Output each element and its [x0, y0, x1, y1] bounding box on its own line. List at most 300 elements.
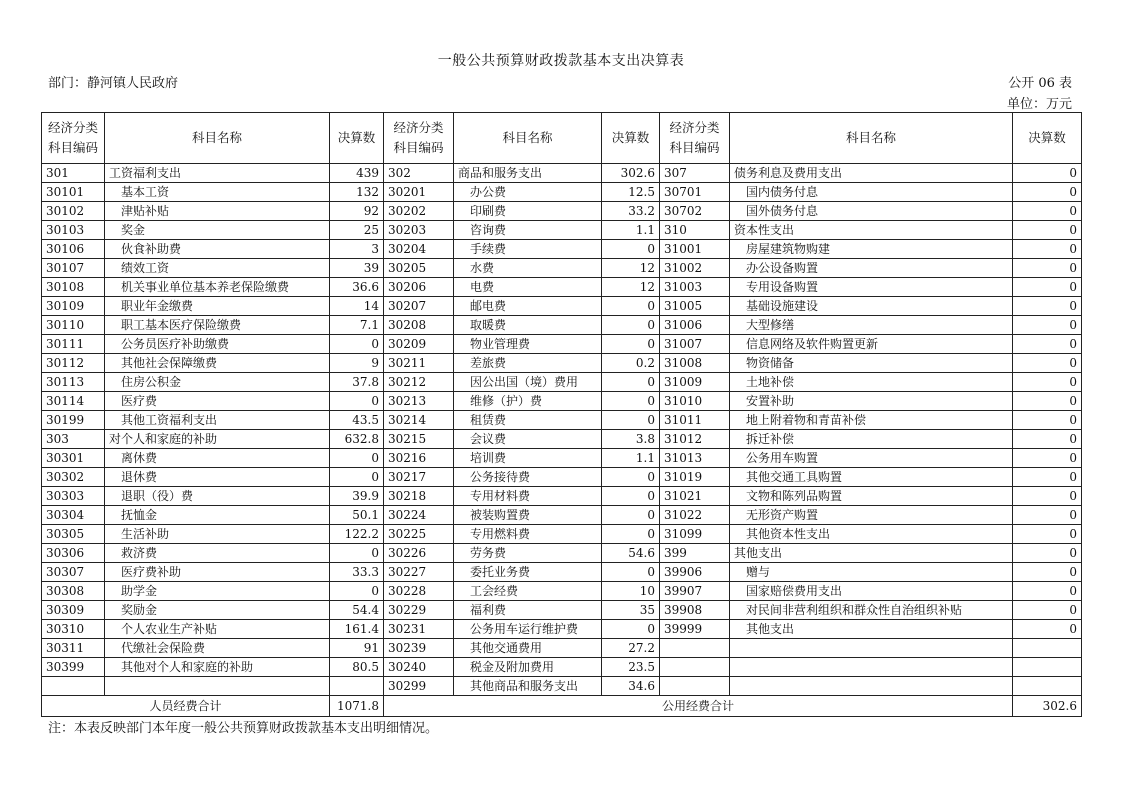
- name-cell: 专用燃料费: [454, 525, 602, 544]
- table-row: [42, 620, 1082, 639]
- name-cell: 办公费: [454, 183, 602, 202]
- name-cell: 住房公积金: [105, 373, 330, 392]
- name-cell: 其他工资福利支出: [105, 411, 330, 430]
- name-cell: 专用材料费: [454, 487, 602, 506]
- name-cell: 租赁费: [454, 411, 602, 430]
- name-cell: 津贴补贴: [105, 202, 330, 221]
- name-cell: 工资福利支出: [105, 164, 330, 183]
- amount-cell: 0: [1013, 221, 1082, 240]
- expenditure-table: [41, 112, 1082, 717]
- table-row: [42, 221, 1082, 240]
- code-cell: 30224: [384, 506, 454, 525]
- header-name-1: 科目名称: [105, 113, 330, 164]
- amount-cell: 3: [330, 240, 384, 259]
- name-cell: 差旅费: [454, 354, 602, 373]
- table-row: [42, 487, 1082, 506]
- name-cell: 生活补助: [105, 525, 330, 544]
- code-cell: 30204: [384, 240, 454, 259]
- amount-cell: 0: [602, 335, 660, 354]
- amount-cell: [330, 677, 384, 696]
- name-cell: 医疗费: [105, 392, 330, 411]
- header-code-1: 经济分类科目编码: [42, 113, 105, 164]
- code-cell: 39999: [660, 620, 730, 639]
- amount-cell: 0: [1013, 449, 1082, 468]
- name-cell: 奖金: [105, 221, 330, 240]
- name-cell: 委托业务费: [454, 563, 602, 582]
- name-cell: 国家赔偿费用支出: [730, 582, 1013, 601]
- amount-cell: 33.2: [602, 202, 660, 221]
- name-cell: 福利费: [454, 601, 602, 620]
- name-cell: 退职（役）费: [105, 487, 330, 506]
- name-cell: 伙食补助费: [105, 240, 330, 259]
- amount-cell: 39: [330, 259, 384, 278]
- amount-cell: 0: [1013, 601, 1082, 620]
- amount-cell: 0: [1013, 563, 1082, 582]
- amount-cell: 0: [602, 563, 660, 582]
- table-row: [42, 582, 1082, 601]
- name-cell: 抚恤金: [105, 506, 330, 525]
- name-cell: 取暖费: [454, 316, 602, 335]
- code-cell: 31011: [660, 411, 730, 430]
- code-cell: 30206: [384, 278, 454, 297]
- code-cell: 30106: [42, 240, 105, 259]
- table-row: [42, 449, 1082, 468]
- code-cell: 30306: [42, 544, 105, 563]
- table-row: [42, 525, 1082, 544]
- table-row: [42, 183, 1082, 202]
- amount-cell: [1013, 658, 1082, 677]
- code-cell: 30112: [42, 354, 105, 373]
- code-cell: 310: [660, 221, 730, 240]
- name-cell: 文物和陈列品购置: [730, 487, 1013, 506]
- name-cell: 对个人和家庭的补助: [105, 430, 330, 449]
- code-cell: 30229: [384, 601, 454, 620]
- name-cell: 国内债务付息: [730, 183, 1013, 202]
- code-cell: 31012: [660, 430, 730, 449]
- code-cell: 30102: [42, 202, 105, 221]
- code-cell: 31009: [660, 373, 730, 392]
- personnel-total-value: 1071.8: [330, 696, 384, 717]
- code-cell: 30217: [384, 468, 454, 487]
- amount-cell: 9: [330, 354, 384, 373]
- amount-cell: 132: [330, 183, 384, 202]
- code-cell: 30108: [42, 278, 105, 297]
- amount-cell: 0: [330, 392, 384, 411]
- table-row: [42, 639, 1082, 658]
- amount-cell: 10: [602, 582, 660, 601]
- code-cell: 303: [42, 430, 105, 449]
- code-cell: 30301: [42, 449, 105, 468]
- table-row: [42, 335, 1082, 354]
- header-amount-2: 决算数: [602, 113, 660, 164]
- code-cell: 31021: [660, 487, 730, 506]
- header-amount-1: 决算数: [330, 113, 384, 164]
- code-cell: [660, 658, 730, 677]
- amount-cell: 0.2: [602, 354, 660, 373]
- code-cell: 39907: [660, 582, 730, 601]
- amount-cell: 92: [330, 202, 384, 221]
- name-cell: 基础设施建设: [730, 297, 1013, 316]
- name-cell: 离休费: [105, 449, 330, 468]
- name-cell: 大型修缮: [730, 316, 1013, 335]
- name-cell: 其他对个人和家庭的补助: [105, 658, 330, 677]
- amount-cell: 0: [602, 373, 660, 392]
- header-amount-3: 决算数: [1013, 113, 1082, 164]
- amount-cell: 80.5: [330, 658, 384, 677]
- table-row: [42, 506, 1082, 525]
- table-body: [42, 164, 1082, 696]
- code-cell: 30305: [42, 525, 105, 544]
- amount-cell: 0: [1013, 544, 1082, 563]
- code-cell: 30212: [384, 373, 454, 392]
- amount-cell: [1013, 639, 1082, 658]
- code-cell: 30399: [42, 658, 105, 677]
- amount-cell: 23.5: [602, 658, 660, 677]
- amount-cell: 0: [602, 316, 660, 335]
- code-cell: 30228: [384, 582, 454, 601]
- name-cell: 会议费: [454, 430, 602, 449]
- amount-cell: 43.5: [330, 411, 384, 430]
- code-cell: 30311: [42, 639, 105, 658]
- name-cell: 其他交通工具购置: [730, 468, 1013, 487]
- code-cell: 31022: [660, 506, 730, 525]
- name-cell: 其他支出: [730, 620, 1013, 639]
- amount-cell: 0: [602, 620, 660, 639]
- name-cell: 赠与: [730, 563, 1013, 582]
- name-cell: 印刷费: [454, 202, 602, 221]
- name-cell: 手续费: [454, 240, 602, 259]
- code-cell: [660, 677, 730, 696]
- amount-cell: 12: [602, 259, 660, 278]
- code-cell: 30226: [384, 544, 454, 563]
- code-cell: 30114: [42, 392, 105, 411]
- table-row: [42, 411, 1082, 430]
- amount-cell: 0: [330, 544, 384, 563]
- code-cell: 399: [660, 544, 730, 563]
- amount-cell: 36.6: [330, 278, 384, 297]
- code-cell: 30213: [384, 392, 454, 411]
- code-cell: 31002: [660, 259, 730, 278]
- code-cell: 30101: [42, 183, 105, 202]
- amount-cell: 122.2: [330, 525, 384, 544]
- amount-cell: 0: [602, 392, 660, 411]
- table-row: [42, 430, 1082, 449]
- amount-cell: 12.5: [602, 183, 660, 202]
- public-total-value: 302.6: [1013, 696, 1082, 717]
- amount-cell: 0: [602, 240, 660, 259]
- code-cell: 30209: [384, 335, 454, 354]
- header-name-3: 科目名称: [730, 113, 1013, 164]
- amount-cell: 302.6: [602, 164, 660, 183]
- table-row: [42, 544, 1082, 563]
- form-number: 公开 06 表: [1008, 76, 1072, 91]
- table-row: [42, 658, 1082, 677]
- name-cell: 工会经费: [454, 582, 602, 601]
- amount-cell: 0: [1013, 487, 1082, 506]
- name-cell: 救济费: [105, 544, 330, 563]
- amount-cell: 0: [1013, 430, 1082, 449]
- footnote: 注：本表反映部门本年度一般公共预算财政拨款基本支出明细情况。: [48, 721, 439, 736]
- code-cell: 30202: [384, 202, 454, 221]
- name-cell: 因公出国（境）费用: [454, 373, 602, 392]
- amount-cell: 0: [330, 468, 384, 487]
- amount-cell: 14: [330, 297, 384, 316]
- name-cell: 公务接待费: [454, 468, 602, 487]
- code-cell: 39906: [660, 563, 730, 582]
- amount-cell: 33.3: [330, 563, 384, 582]
- amount-cell: 0: [1013, 183, 1082, 202]
- name-cell: 职业年金缴费: [105, 297, 330, 316]
- name-cell: 职工基本医疗保险缴费: [105, 316, 330, 335]
- amount-cell: 0: [330, 449, 384, 468]
- amount-cell: 0: [1013, 316, 1082, 335]
- amount-cell: 0: [602, 468, 660, 487]
- amount-cell: 37.8: [330, 373, 384, 392]
- totals-row: [42, 696, 1082, 717]
- name-cell: 公务用车运行维护费: [454, 620, 602, 639]
- amount-cell: 0: [1013, 392, 1082, 411]
- code-cell: 31019: [660, 468, 730, 487]
- amount-cell: 7.1: [330, 316, 384, 335]
- name-cell: 退休费: [105, 468, 330, 487]
- name-cell: 代缴社会保险费: [105, 639, 330, 658]
- code-cell: 30299: [384, 677, 454, 696]
- name-cell: 税金及附加费用: [454, 658, 602, 677]
- header-name-2: 科目名称: [454, 113, 602, 164]
- name-cell: 其他交通费用: [454, 639, 602, 658]
- table-row: [42, 316, 1082, 335]
- amount-cell: 0: [1013, 525, 1082, 544]
- name-cell: 其他资本性支出: [730, 525, 1013, 544]
- amount-cell: 0: [1013, 582, 1082, 601]
- amount-cell: 0: [1013, 468, 1082, 487]
- table-row: [42, 563, 1082, 582]
- code-cell: 30303: [42, 487, 105, 506]
- code-cell: 30103: [42, 221, 105, 240]
- name-cell: 水费: [454, 259, 602, 278]
- code-cell: 307: [660, 164, 730, 183]
- name-cell: 信息网络及软件购置更新: [730, 335, 1013, 354]
- amount-cell: 1.1: [602, 221, 660, 240]
- table-row: [42, 259, 1082, 278]
- amount-cell: 54.6: [602, 544, 660, 563]
- code-cell: 31001: [660, 240, 730, 259]
- name-cell: 医疗费补助: [105, 563, 330, 582]
- code-cell: [42, 677, 105, 696]
- table-row: [42, 297, 1082, 316]
- code-cell: 31005: [660, 297, 730, 316]
- name-cell: 其他支出: [730, 544, 1013, 563]
- table-header-row: [42, 113, 1082, 164]
- table-row: [42, 354, 1082, 373]
- code-cell: 30111: [42, 335, 105, 354]
- code-cell: 31003: [660, 278, 730, 297]
- amount-cell: 0: [1013, 506, 1082, 525]
- amount-cell: 0: [1013, 354, 1082, 373]
- code-cell: 30203: [384, 221, 454, 240]
- amount-cell: 0: [1013, 259, 1082, 278]
- name-cell: 债务利息及费用支出: [730, 164, 1013, 183]
- table-row: [42, 601, 1082, 620]
- name-cell: 邮电费: [454, 297, 602, 316]
- amount-cell: 0: [1013, 278, 1082, 297]
- code-cell: 30208: [384, 316, 454, 335]
- code-cell: 30240: [384, 658, 454, 677]
- name-cell: 劳务费: [454, 544, 602, 563]
- code-cell: 30215: [384, 430, 454, 449]
- code-cell: 30218: [384, 487, 454, 506]
- amount-cell: 161.4: [330, 620, 384, 639]
- amount-cell: 439: [330, 164, 384, 183]
- code-cell: 30225: [384, 525, 454, 544]
- amount-cell: 0: [1013, 620, 1082, 639]
- code-cell: 30304: [42, 506, 105, 525]
- name-cell: 地上附着物和青苗补偿: [730, 411, 1013, 430]
- amount-cell: 0: [1013, 164, 1082, 183]
- name-cell: 公务员医疗补助缴费: [105, 335, 330, 354]
- code-cell: 31008: [660, 354, 730, 373]
- code-cell: 30701: [660, 183, 730, 202]
- name-cell: 物资储备: [730, 354, 1013, 373]
- name-cell: 安置补助: [730, 392, 1013, 411]
- amount-cell: 0: [1013, 411, 1082, 430]
- name-cell: 无形资产购置: [730, 506, 1013, 525]
- public-total-label: 公用经费合计: [384, 696, 1013, 717]
- name-cell: [730, 677, 1013, 696]
- name-cell: 物业管理费: [454, 335, 602, 354]
- code-cell: 30308: [42, 582, 105, 601]
- amount-cell: 54.4: [330, 601, 384, 620]
- code-cell: 30216: [384, 449, 454, 468]
- code-cell: 30702: [660, 202, 730, 221]
- amount-cell: 0: [330, 335, 384, 354]
- amount-cell: 91: [330, 639, 384, 658]
- amount-cell: 35: [602, 601, 660, 620]
- code-cell: 30109: [42, 297, 105, 316]
- header-code-3: 经济分类科目编码: [660, 113, 730, 164]
- name-cell: 咨询费: [454, 221, 602, 240]
- table-row: [42, 392, 1082, 411]
- name-cell: 专用设备购置: [730, 278, 1013, 297]
- code-cell: 30113: [42, 373, 105, 392]
- name-cell: 公务用车购置: [730, 449, 1013, 468]
- name-cell: 国外债务付息: [730, 202, 1013, 221]
- amount-cell: 0: [1013, 202, 1082, 221]
- table-row: [42, 677, 1082, 696]
- code-cell: 31007: [660, 335, 730, 354]
- name-cell: 其他社会保障缴费: [105, 354, 330, 373]
- code-cell: 39908: [660, 601, 730, 620]
- code-cell: 30227: [384, 563, 454, 582]
- amount-cell: 39.9: [330, 487, 384, 506]
- name-cell: 维修（护）费: [454, 392, 602, 411]
- code-cell: 31006: [660, 316, 730, 335]
- code-cell: 301: [42, 164, 105, 183]
- amount-cell: 12: [602, 278, 660, 297]
- name-cell: 培训费: [454, 449, 602, 468]
- code-cell: 30307: [42, 563, 105, 582]
- amount-cell: 0: [602, 525, 660, 544]
- amount-cell: 0: [1013, 297, 1082, 316]
- name-cell: 电费: [454, 278, 602, 297]
- code-cell: 30309: [42, 601, 105, 620]
- name-cell: 房屋建筑物购建: [730, 240, 1013, 259]
- name-cell: 被装购置费: [454, 506, 602, 525]
- code-cell: 31013: [660, 449, 730, 468]
- amount-cell: 3.8: [602, 430, 660, 449]
- name-cell: 土地补偿: [730, 373, 1013, 392]
- table-row: [42, 164, 1082, 183]
- code-cell: 30239: [384, 639, 454, 658]
- amount-cell: 0: [330, 582, 384, 601]
- name-cell: 对民间非营利组织和群众性自治组织补贴: [730, 601, 1013, 620]
- code-cell: 30199: [42, 411, 105, 430]
- name-cell: [105, 677, 330, 696]
- name-cell: [730, 658, 1013, 677]
- name-cell: 奖励金: [105, 601, 330, 620]
- code-cell: 30310: [42, 620, 105, 639]
- name-cell: 助学金: [105, 582, 330, 601]
- amount-cell: 0: [602, 411, 660, 430]
- amount-cell: 0: [1013, 373, 1082, 392]
- page-title: 一般公共预算财政拨款基本支出决算表: [437, 53, 685, 69]
- name-cell: [730, 639, 1013, 658]
- code-cell: 30302: [42, 468, 105, 487]
- code-cell: 30107: [42, 259, 105, 278]
- code-cell: 302: [384, 164, 454, 183]
- table-row: [42, 202, 1082, 221]
- amount-cell: 34.6: [602, 677, 660, 696]
- amount-cell: 27.2: [602, 639, 660, 658]
- department-label: 部门：静河镇人民政府: [48, 76, 179, 91]
- table-row: [42, 468, 1082, 487]
- code-cell: [660, 639, 730, 658]
- amount-cell: [1013, 677, 1082, 696]
- amount-cell: 0: [602, 506, 660, 525]
- table-row: [42, 240, 1082, 259]
- code-cell: 31099: [660, 525, 730, 544]
- name-cell: 其他商品和服务支出: [454, 677, 602, 696]
- name-cell: 资本性支出: [730, 221, 1013, 240]
- amount-cell: 25: [330, 221, 384, 240]
- amount-cell: 0: [1013, 335, 1082, 354]
- personnel-total-label: 人员经费合计: [42, 696, 330, 717]
- code-cell: 30205: [384, 259, 454, 278]
- code-cell: 30214: [384, 411, 454, 430]
- name-cell: 办公设备购置: [730, 259, 1013, 278]
- code-cell: 30207: [384, 297, 454, 316]
- amount-cell: 1.1: [602, 449, 660, 468]
- code-cell: 30231: [384, 620, 454, 639]
- name-cell: 拆迁补偿: [730, 430, 1013, 449]
- amount-cell: 0: [602, 487, 660, 506]
- amount-cell: 632.8: [330, 430, 384, 449]
- unit-label: 单位：万元: [1006, 97, 1072, 112]
- header-code-2: 经济分类科目编码: [384, 113, 454, 164]
- amount-cell: 50.1: [330, 506, 384, 525]
- name-cell: 绩效工资: [105, 259, 330, 278]
- name-cell: 商品和服务支出: [454, 164, 602, 183]
- code-cell: 30110: [42, 316, 105, 335]
- table-row: [42, 373, 1082, 392]
- name-cell: 机关事业单位基本养老保险缴费: [105, 278, 330, 297]
- name-cell: 基本工资: [105, 183, 330, 202]
- amount-cell: 0: [1013, 240, 1082, 259]
- code-cell: 30201: [384, 183, 454, 202]
- amount-cell: 0: [602, 297, 660, 316]
- code-cell: 30211: [384, 354, 454, 373]
- name-cell: 个人农业生产补贴: [105, 620, 330, 639]
